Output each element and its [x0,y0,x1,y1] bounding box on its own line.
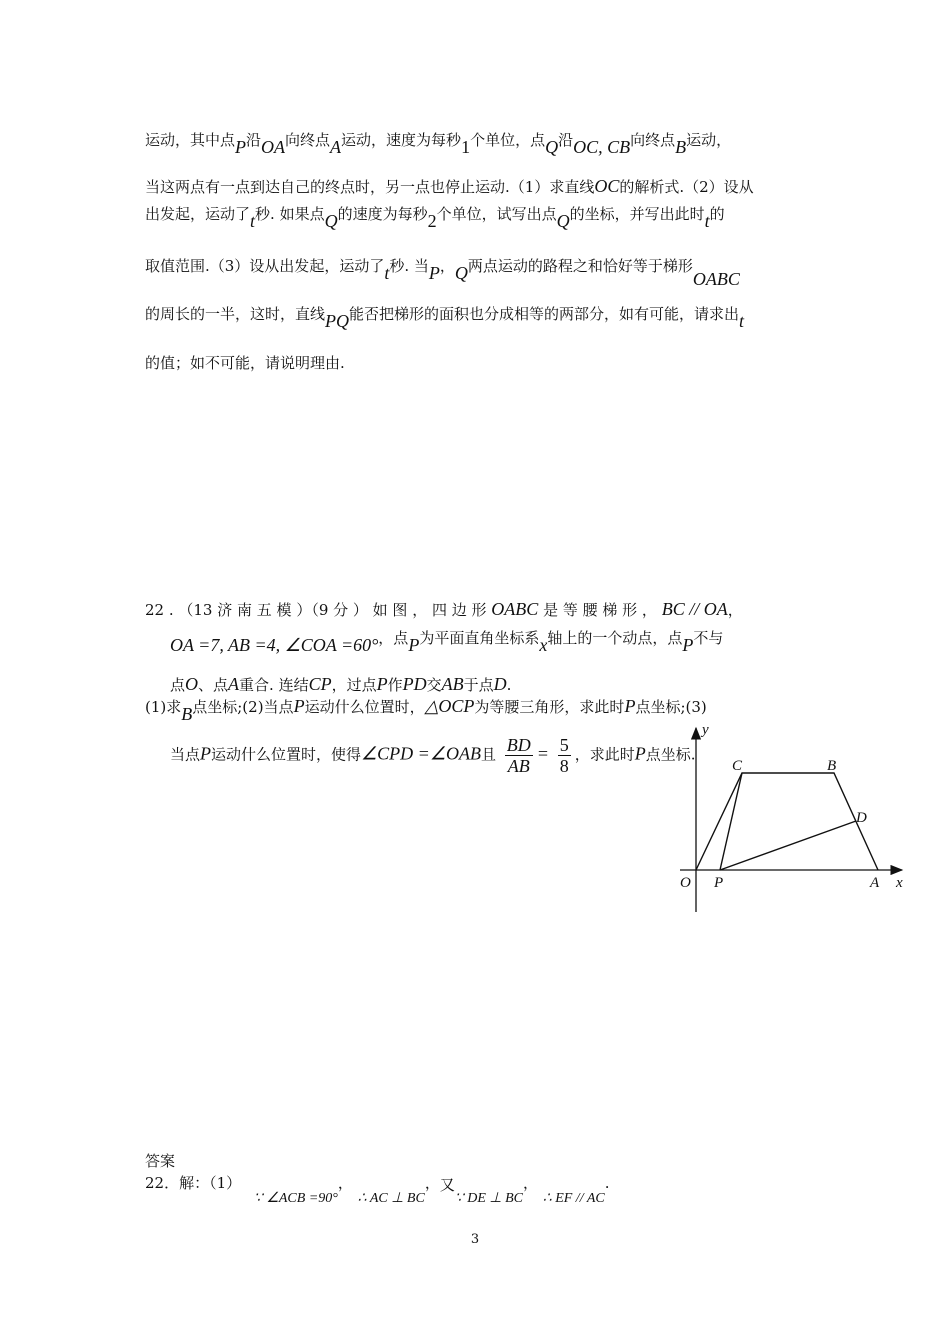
trapezoid-figure [672,720,912,920]
p21-line1: 运动，其中点P沿OA向终点A运动，速度为每秒1个单位，点Q沿OC, CB向终点B运动， [145,131,732,157]
p22-line1: 22 . （13 济 南 五 模 ）（9 分 ） 如 图 ， 四 边 形 OABC 是 等 腰 梯 形 ， BC // OA， [145,599,743,619]
p22-line2: OA =7, AB =4, ∠COA =60°，点P为平面直角坐标系x轴上的一个动点，点P不与 [170,629,724,655]
p21-line5: 的周长的一半，这时，直线PQ能否把梯形的面积也分成相等的两部分，如有可能，请求出t [145,305,745,331]
answer-line1: 22．解：（1） ∵ ∠ACB =90°， ∴ AC ⊥ BC，又∵ DE ⊥ BC， ∴ EF // AC. [145,1174,610,1206]
p22-line5: 当点P运动什么位置时，使得∠CPD =∠OAB且 $\frac{BD}{AB}$ = $\frac{5}{8}$ ，求此时P点坐标. [170,735,696,776]
fraction-bd-ab: $\frac{BD}{AB}$ [506,735,531,776]
p21-line2: 当这两点有一点到达自己的终点时，另一点也停止运动.（1）求直线OC的解析式.（2）设从 [145,176,754,196]
label-b: B [827,758,837,774]
label-p: P [714,875,724,891]
p21-line3: 出发起，运动了t秒. 如果点Q的速度为每秒2个单位，试写出点Q的坐标，并写出此时t的 [145,205,725,231]
p21-line6: 的值；如不可能，请说明理由. [145,354,345,372]
label-a: A [870,875,880,891]
p21-line4: 取值范围.（3）设从出发起，运动了t秒. 当P，Q两点运动的路程之和恰好等于梯形OABC [145,257,740,289]
page-number: 3 [470,1232,480,1247]
p22-line4: (1)求B点坐标;(2)当点P运动什么位置时，△OCP为等腰三角形，求此时P点坐标;(3) [145,696,707,724]
segment-cp [720,773,742,870]
label-d: D [856,810,867,826]
label-o: O [680,875,691,891]
segment-pd [720,821,856,870]
fraction-5-8: $\frac{5}{8}$ [559,735,569,776]
p22-line3: 点O、点A重合. 连结CP，过点P作PD交AB于点D. [170,674,512,694]
label-c: C [732,758,743,774]
label-y: y [702,722,709,738]
answer-title: 答案 [145,1152,176,1170]
label-x: x [896,875,903,891]
